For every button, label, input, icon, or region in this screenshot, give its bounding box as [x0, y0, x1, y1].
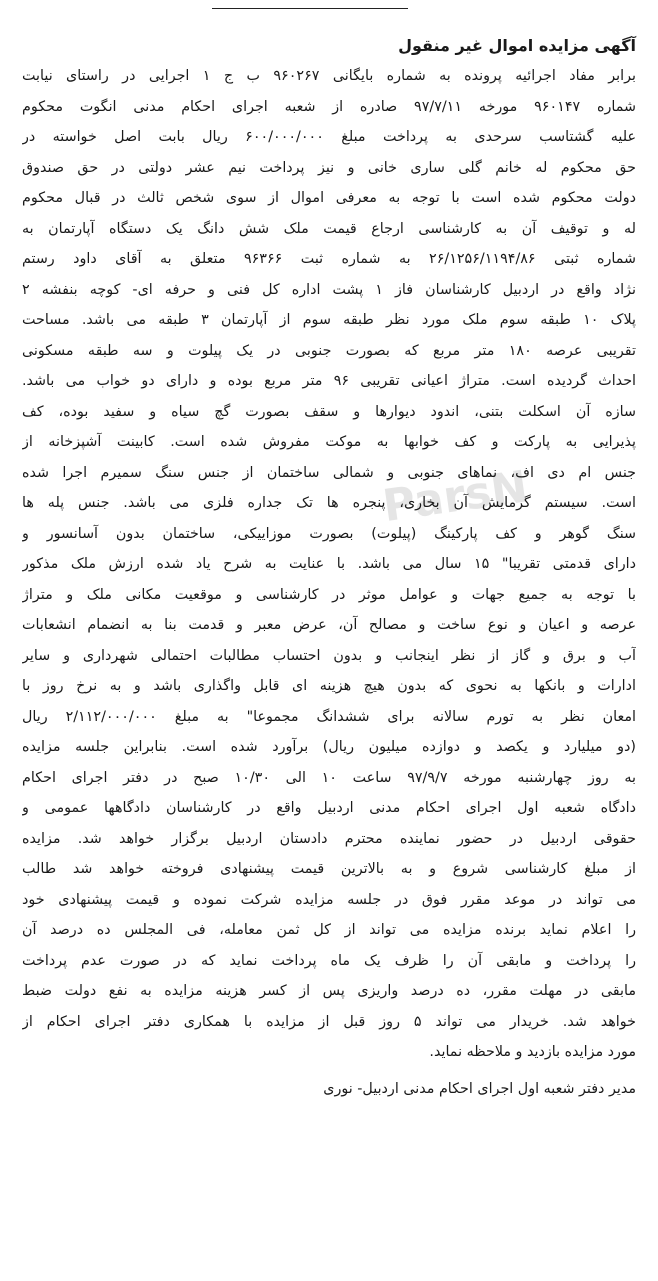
- body-line: له و توقیف آن به کارشناسی ارجاع قیمت ملک شش دانگ یک دستگاه آپارتمان به: [22, 220, 636, 237]
- signature-line: مدیر دفتر شعبه اول اجرای احکام مدنی اردبیل- نوری: [323, 1080, 636, 1097]
- body-line: علیه گشتاسب سرحدی به پرداخت مبلغ ۶۰۰/۰۰۰/۰۰۰ ریال بابت اصل خواسته در: [22, 129, 636, 145]
- body-line: ادارات و بانکها به نحوی که بدون هیچ هزینه ای قابل واگذاری باشد و به نرخ روز با: [22, 678, 636, 694]
- notice-body: [22, 61, 636, 1068]
- body-line: از مبلغ کارشناسی شروع و به بالاترین قیمت پیشنهادی فروخته خواهد شد طالب: [22, 861, 636, 877]
- body-line: احداث گردیده است. متراژ اعیانی تقریبی ۹۶ متر مربع بوده و دارای دو خواب می باشد.: [22, 373, 636, 389]
- notice-title: آگهی مزایده اموال غیر منقول: [398, 36, 636, 55]
- watermark-stamp: ParsN: [379, 461, 531, 533]
- body-line: حق محکوم له خانم گلی ساری خانی و نیز پرداخت نیم عشر دولتی در حق صندوق: [22, 159, 636, 176]
- body-line: می تواند در موعد مقرر فوق در جلسه مزایده شرکت نموده و قیمت پیشنهادی خود: [22, 891, 636, 908]
- body-line: برابر مفاد اجرائیه پرونده به شماره بایگانی ۹۶۰۲۶۷ ب ج ۱ اجرایی در راستای نیابت: [22, 68, 636, 84]
- body-line: شماره ۹۶۰۱۴۷ مورخه ۹۷/۷/۱۱ صادره از شعبه اجرای احکام مدنی انگوت محکوم: [22, 98, 636, 115]
- body-line: عرصه و اعیان و نوع ساخت و مصالح آن، عرض معبر و قدمت بنا به انضمام انشعابات: [22, 617, 636, 633]
- body-line: شماره ثبتی ۲۶/۱۲۵۶/۱۱۹۴/۸۶ به شماره ثبت ۹۶۳۶۶ متعلق به آقای داود رستم: [22, 251, 636, 267]
- body-line: با توجه به جمیع جهات و عوامل موثر در کارشناسی و موقعیت مکانی ملک و متراژ: [22, 586, 636, 603]
- body-line: سازه آن اسکلت بتنی، اندود دیوارها و سقف بصورت گچ سیاه و سفید بوده، کف: [22, 403, 636, 420]
- body-line: (دو میلیارد و یکصد و دوازده میلیون ریال) برآورد شده است. بنابراین جلسه مزایده: [22, 739, 636, 755]
- body-line: دارای قدمتی تقریبا" ۱۵ سال می باشد. با عنایت به شرح یاد شده ارزش ملک مذکور: [22, 556, 636, 572]
- auction-notice: [22, 30, 636, 1105]
- body-line: دادگاه شعبه اول اجرای احکام مدنی اردبیل واقع در کارشناسان دادگاهها عمومی و: [22, 800, 636, 816]
- body-line: خواهد شد. خریدار می تواند ۵ روز قبل از مزایده با همکاری دفتر اجرای احکام از: [22, 1013, 636, 1030]
- body-line: دولت محکوم شده است با توجه به معرفی اموال از سوی شخص ثالث در قبال محکوم: [22, 190, 636, 206]
- body-line: سنگ گوهر و کف پارکینگ (پیلوت) بصورت موزاییکی، ساختمان بدون آسانسور و: [22, 525, 636, 542]
- body-line: جنس ام دی اف، نماهای جنوبی و شمالی ساختمان از جنس سنگ سمیرم اجرا شده: [22, 464, 636, 481]
- body-line: پلاک ۱۰ طبقه سوم ملک مورد نظر طبقه سوم از آپارتمان ۳ طبقه می باشد. مساحت: [22, 312, 636, 328]
- body-line: حقوقی اردبیل در حضور نماینده محترم دادستان اردبیل برگزار خواهد شد. مزایده: [22, 830, 636, 847]
- body-line: مورد مزایده بازدید و ملاحظه نماید.: [429, 1044, 636, 1060]
- body-line: پذیرایی به پارکت و کف خوابها به موکت مفروش شده است. کابینت آشپزخانه از: [22, 434, 636, 450]
- body-line: را پرداخت و مابقی آن را ظرف یک ماه پرداخت نماید که در صورت عدم پرداخت: [22, 952, 636, 969]
- body-line: است. سیستم گرمایش آن بخاری، پنجره ها تک جداره فلزی می باشد. جنس پله ها: [22, 495, 636, 511]
- body-line: تقریبی عرصه ۱۸۰ متر مربع که بصورت جنوبی در یک پیلوت و سه طبقه مسکونی: [22, 342, 636, 359]
- body-line: مابقی در مهلت مقرر، ده درصد واریزی پس از کسر هزینه مزایده به نفع دولت ضبط: [22, 983, 636, 999]
- body-line: آب و برق و گاز از نظر اینجانب و بدون احتساب مطالبات احتمالی شهرداری و سایر: [22, 647, 636, 664]
- body-line: به روز چهارشنبه مورخه ۹۷/۹/۷ ساعت ۱۰ الی ۱۰/۳۰ صبح در دفتر اجرای احکام: [22, 769, 636, 786]
- body-line: را اعلام نماید برنده مزایده می تواند از کل ثمن معامله، فی المجلس ده درصد آن: [22, 922, 636, 938]
- body-line: امعان نظر به تورم سالانه برای ششدانگ مجموعا" به مبلغ ۲/۱۱۲/۰۰۰/۰۰۰ ریال: [22, 708, 636, 725]
- top-divider: [212, 8, 408, 9]
- body-line: نژاد واقع در اردبیل کارشناسان فاز ۱ پشت اداره کل فنی و حرفه ای- کوچه بنفشه ۲: [22, 281, 636, 298]
